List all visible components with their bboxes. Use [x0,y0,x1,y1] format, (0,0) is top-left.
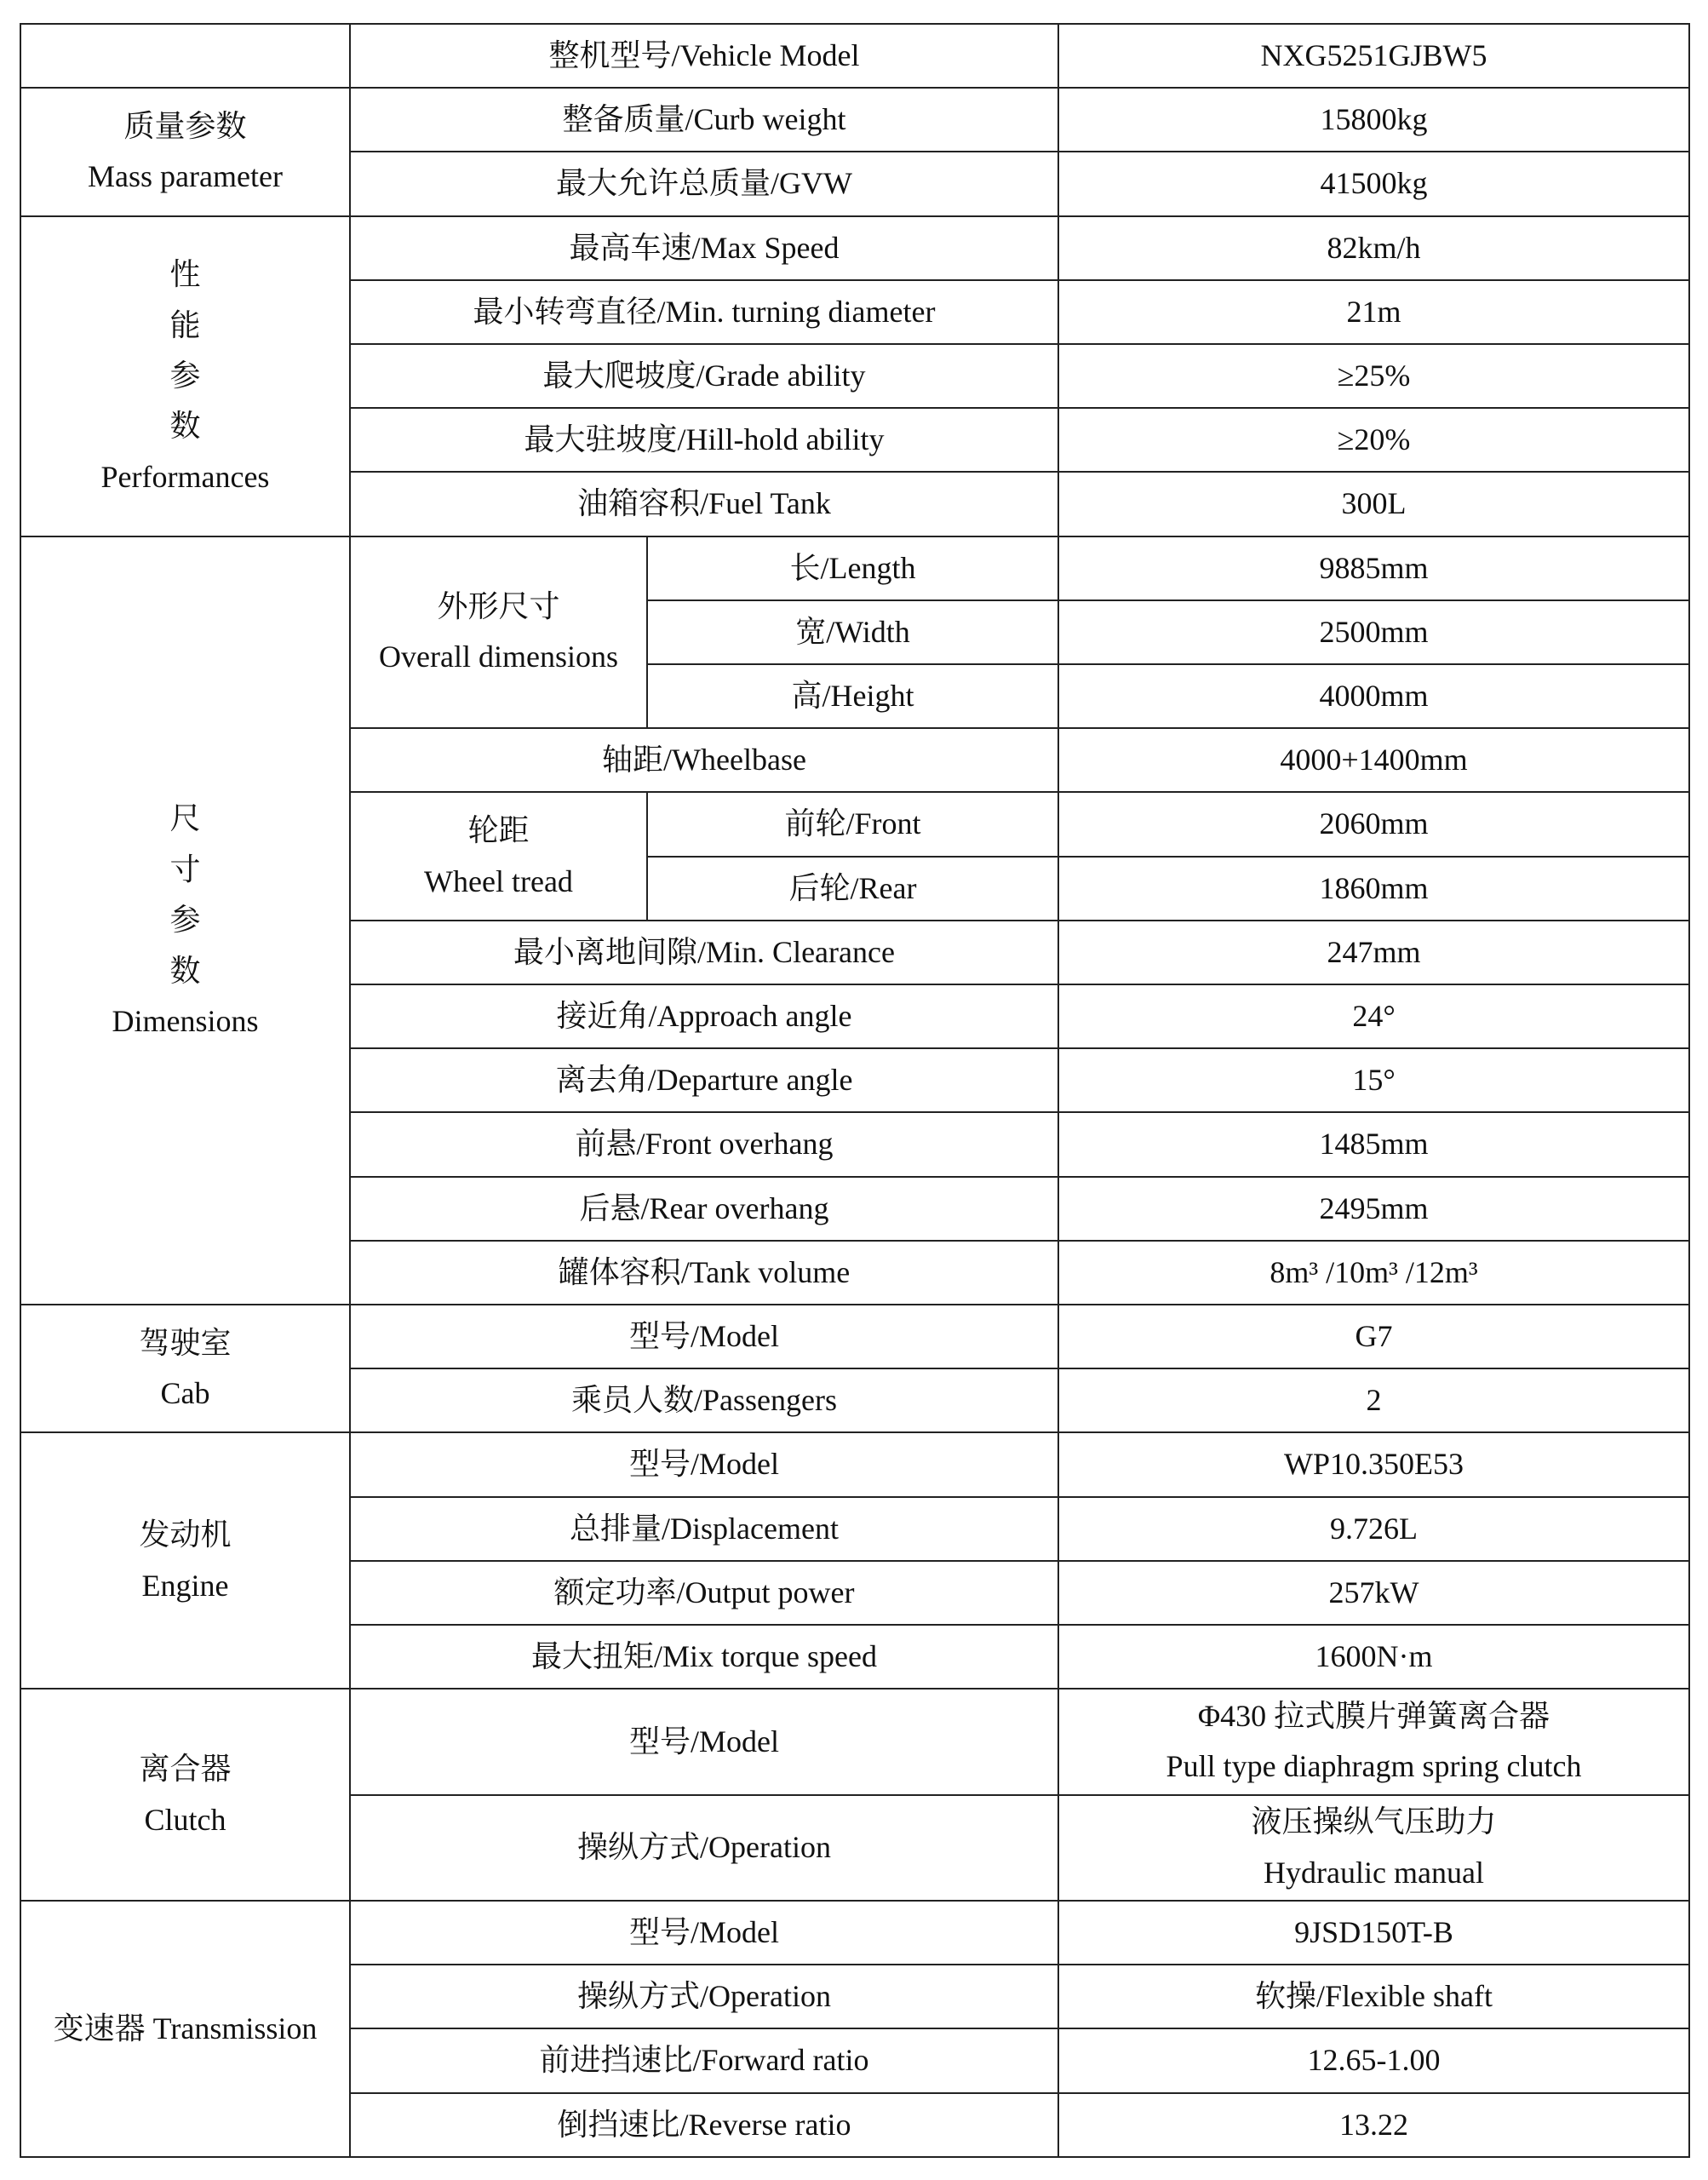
row-value: NXG5251GJBW5 [1058,24,1689,88]
row-value: ≥20% [1058,408,1689,472]
value-cn: Φ430 拉式膜片弹簧离合器 [1197,1699,1550,1734]
row-label: 最大允许总质量/GVW [350,152,1058,215]
row-label: 最大爬坡度/Grade ability [350,344,1058,408]
row-value: G7 [1058,1305,1689,1368]
subgroup-cn: 轮距 [467,813,530,848]
row-value: 2060mm [1058,792,1689,856]
empty-corner-cell [20,24,350,88]
table-row [20,1901,1689,1965]
row-label: 长/Length [647,536,1058,600]
row-label: 乘员人数/Passengers [350,1368,1058,1432]
row-value: 82km/h [1058,216,1689,280]
row-label: 型号/Model [350,1305,1058,1368]
row-label: 额定功率/Output power [350,1561,1058,1625]
section-cn: 质量参数 [123,109,247,144]
section-mass [20,88,350,215]
section-dimensions [20,536,350,1305]
row-value: 24° [1058,984,1689,1048]
row-value: 软操/Flexible shaft [1058,1965,1689,2028]
row-label: 最大扭矩/Mix torque speed [350,1625,1058,1689]
section-cn-char: 尺 [169,801,201,836]
table-row [20,24,1689,88]
row-value: 4000+1400mm [1058,728,1689,792]
section-en: Mass parameter [88,159,283,194]
row-value: 4000mm [1058,664,1689,728]
table-row [20,1689,1689,1794]
row-label: 最大驻坡度/Hill-hold ability [350,408,1058,472]
row-label: 总排量/Displacement [350,1497,1058,1561]
table-row [20,1305,1689,1368]
row-value: 15800kg [1058,88,1689,152]
row-value: 13.22 [1058,2093,1689,2157]
section-cn: 发动机 [139,1517,232,1552]
subgroup-cn: 外形尺寸 [437,589,560,624]
row-label: 操纵方式/Operation [350,1795,1058,1901]
row-label: 型号/Model [350,1689,1058,1794]
row-value: 15° [1058,1048,1689,1112]
row-label: 倒挡速比/Reverse ratio [350,2093,1058,2157]
row-label: 离去角/Departure angle [350,1048,1058,1112]
row-label: 整备质量/Curb weight [350,88,1058,152]
row-label: 前悬/Front overhang [350,1112,1058,1176]
row-label: 最小转弯直径/Min. turning diameter [350,280,1058,344]
row-label: 最小离地间隙/Min. Clearance [350,921,1058,984]
section-cn-char: 能 [169,307,201,342]
table-row [20,216,1689,280]
subgroup-wheel-tread [350,792,647,920]
row-label: 宽/Width [647,600,1058,664]
value-en: Pull type diaphragm spring clutch [1166,1749,1582,1784]
subgroup-en: Overall dimensions [379,640,618,674]
row-label: 前进挡速比/Forward ratio [350,2028,1058,2092]
section-cn-char: 参 [169,358,201,393]
row-value: 9885mm [1058,536,1689,600]
subgroup-en: Wheel tread [424,863,573,898]
section-cn-char: 寸 [169,852,201,886]
value-en: Hydraulic manual [1264,1855,1484,1890]
row-label: 高/Height [647,664,1058,728]
row-label: 整机型号/Vehicle Model [350,24,1058,88]
row-value: 9.726L [1058,1497,1689,1561]
section-cn: 离合器 [139,1752,232,1787]
section-cn: 驾驶室 [139,1325,232,1360]
row-value: 8m³ /10m³ /12m³ [1058,1241,1689,1305]
row-value: 9JSD150T-B [1058,1901,1689,1965]
row-value [1058,1689,1689,1794]
section-cn-char: 参 [169,903,201,938]
row-label: 前轮/Front [647,792,1058,856]
row-value: 2495mm [1058,1177,1689,1241]
row-value: 41500kg [1058,152,1689,215]
row-label: 操纵方式/Operation [350,1965,1058,2028]
section-transmission: 变速器 Transmission [20,1901,350,2157]
row-value: 1485mm [1058,1112,1689,1176]
vehicle-spec-table [20,23,1690,2158]
row-value: 21m [1058,280,1689,344]
section-clutch [20,1689,350,1901]
row-value: 12.65-1.00 [1058,2028,1689,2092]
row-value: WP10.350E53 [1058,1432,1689,1496]
row-label: 罐体容积/Tank volume [350,1241,1058,1305]
row-label: 油箱容积/Fuel Tank [350,472,1058,536]
subgroup-overall-dimensions [350,536,647,729]
row-value: 2 [1058,1368,1689,1432]
row-label: 型号/Model [350,1432,1058,1496]
section-cn-char: 数 [169,953,201,988]
row-value: 247mm [1058,921,1689,984]
section-cab [20,1305,350,1432]
row-value: 300L [1058,472,1689,536]
row-label: 轴距/Wheelbase [350,728,1058,792]
row-label: 接近角/Approach angle [350,984,1058,1048]
row-label: 后轮/Rear [647,857,1058,921]
row-label: 型号/Model [350,1901,1058,1965]
row-value: 1600N·m [1058,1625,1689,1689]
section-cn-char: 性 [169,257,201,292]
section-cn-char: 数 [169,409,201,444]
section-en: Clutch [144,1802,226,1837]
section-engine [20,1432,350,1689]
row-value: 257kW [1058,1561,1689,1625]
section-en: Engine [141,1568,229,1603]
section-en: Cab [160,1376,210,1411]
section-en: Dimensions [112,1003,259,1038]
row-value: ≥25% [1058,344,1689,408]
section-performance [20,216,350,536]
table-row [20,88,1689,152]
value-cn: 液压操纵气压助力 [1251,1804,1497,1839]
row-value [1058,1795,1689,1901]
row-value: 1860mm [1058,857,1689,921]
row-label: 最高车速/Max Speed [350,216,1058,280]
row-label: 后悬/Rear overhang [350,1177,1058,1241]
section-en: Performances [100,459,270,494]
row-value: 2500mm [1058,600,1689,664]
table-row [20,536,1689,600]
table-row [20,1432,1689,1496]
